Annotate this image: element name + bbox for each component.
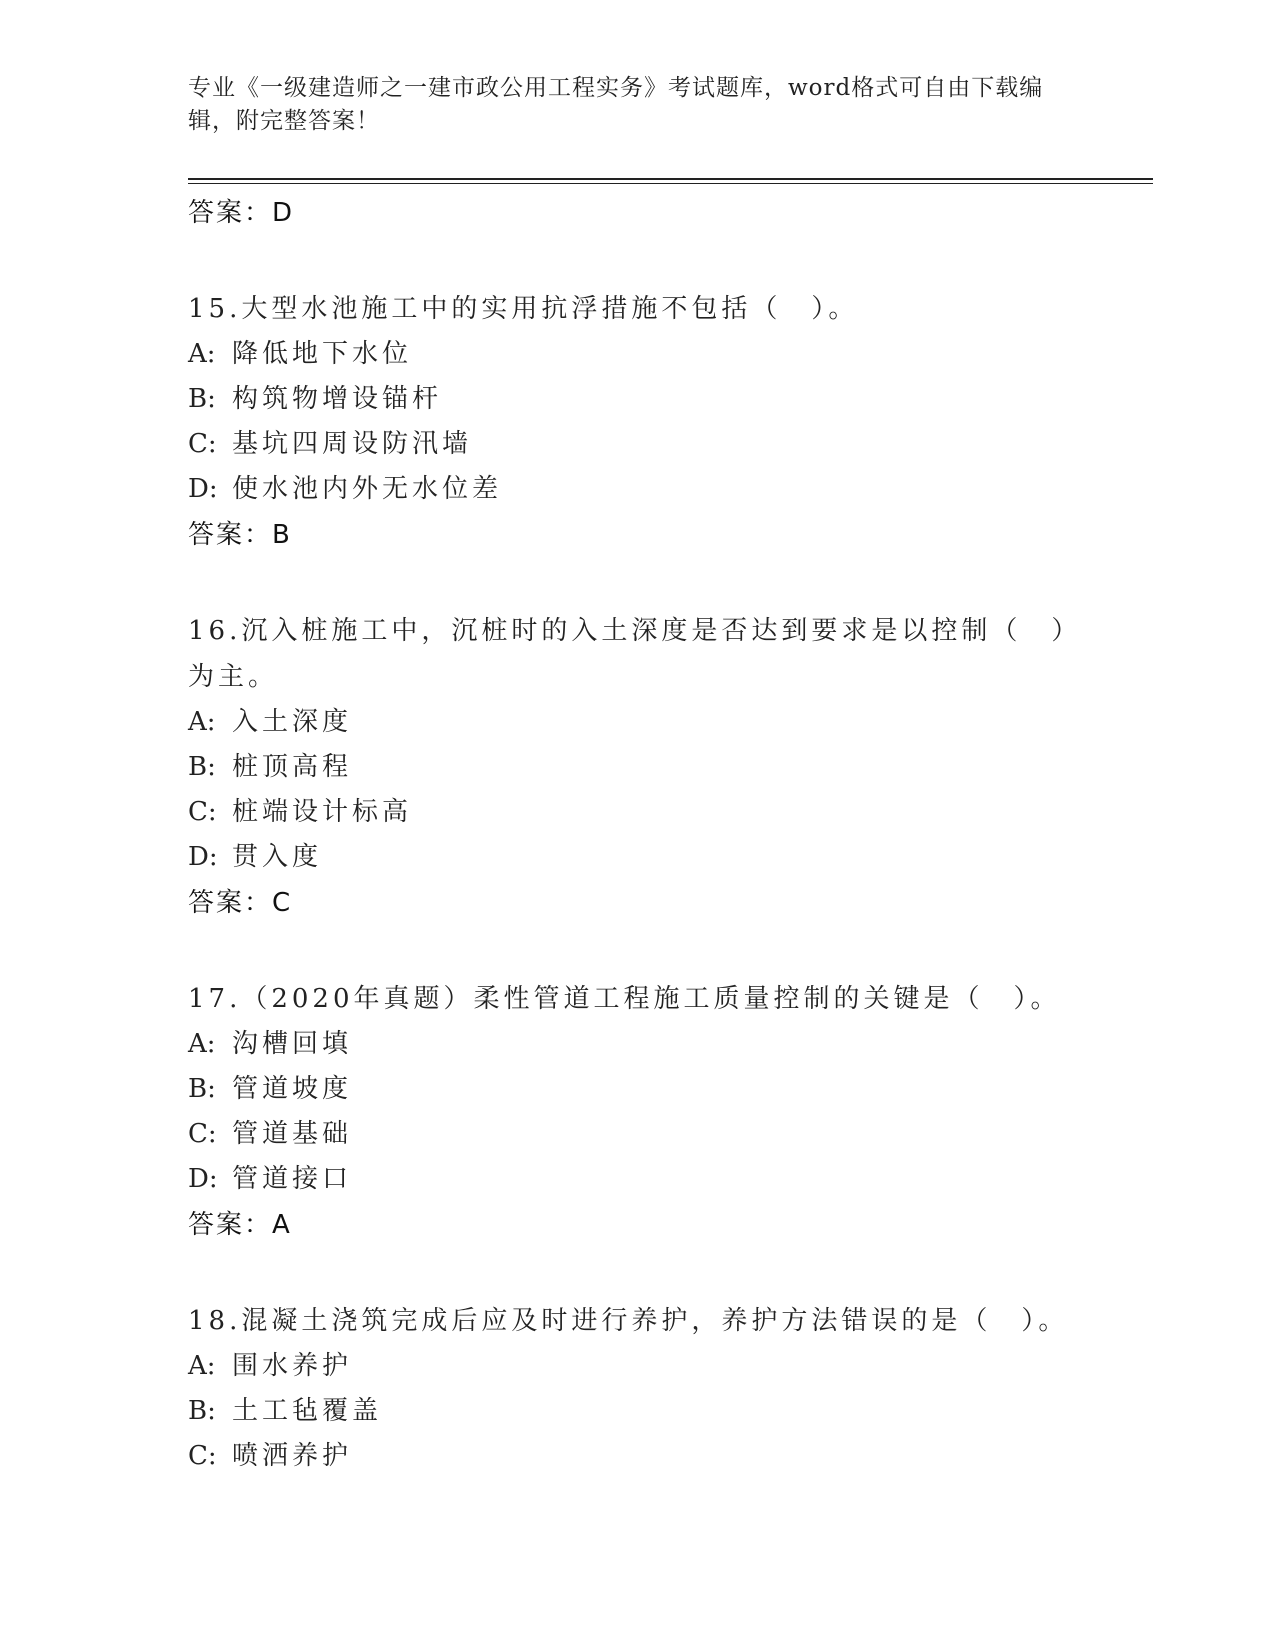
option-text: 贯入度 [232, 842, 323, 872]
option-letter: C: [188, 1441, 217, 1471]
option-text: 桩端设计标高 [232, 797, 413, 827]
answer-line [188, 1202, 1088, 1248]
option-a [188, 1022, 1088, 1067]
option-letter: C: [188, 429, 217, 459]
option-a [188, 1344, 1088, 1389]
option-letter: B: [188, 384, 216, 414]
option-c [188, 790, 1088, 835]
option-text: 桩顶高程 [232, 752, 353, 782]
option-letter: D: [188, 842, 218, 872]
question-17 [188, 976, 1088, 1248]
question-18 [188, 1298, 1088, 1479]
option-text: 降低地下水位 [232, 339, 413, 369]
answer-prefix: 答案： [188, 1210, 273, 1240]
option-c [188, 422, 1088, 467]
option-text: 使水池内外无水位差 [232, 474, 503, 504]
option-d [188, 467, 1088, 512]
option-text: 喷洒养护 [232, 1441, 353, 1471]
option-b [188, 377, 1088, 422]
option-text: 入土深度 [232, 707, 353, 737]
option-letter: B: [188, 1074, 216, 1104]
option-d [188, 835, 1088, 880]
option-a [188, 332, 1088, 377]
previous-answer [188, 190, 1088, 236]
header-rule-thick [188, 178, 1153, 180]
answer-line [188, 880, 1088, 926]
option-letter: D: [188, 1164, 218, 1194]
answer-prefix: 答案： [188, 520, 273, 550]
answer-line [188, 512, 1088, 558]
option-text: 管道基础 [232, 1119, 353, 1149]
question-list [188, 190, 1088, 1529]
option-letter: A: [188, 1351, 216, 1381]
option-text: 管道接口 [232, 1164, 353, 1194]
option-letter: A: [188, 1029, 216, 1059]
option-b [188, 1389, 1088, 1434]
page-header [188, 72, 1068, 138]
option-letter: A: [188, 339, 216, 369]
question-16 [188, 608, 1088, 926]
option-letter: D: [188, 474, 218, 504]
option-text: 沟槽回填 [232, 1029, 353, 1059]
answer-value: A [272, 1210, 292, 1240]
question-stem: 17.（2020年真题）柔性管道工程施工质量控制的关键是（ ）。 [188, 984, 1061, 1014]
header-line-1: 专业《一级建造师之一建市政公用工程实务》考试题库，word格式可自由下载编 [188, 75, 1044, 101]
option-letter: B: [188, 752, 216, 782]
option-a [188, 700, 1088, 745]
option-letter: A: [188, 707, 216, 737]
option-letter: B: [188, 1396, 216, 1426]
option-text: 土工毡覆盖 [232, 1396, 383, 1426]
option-c [188, 1434, 1088, 1479]
question-stem: 18.混凝土浇筑完成后应及时进行养护，养护方法错误的是（ ）。 [188, 1306, 1069, 1336]
answer-prefix: 答案： [188, 888, 273, 918]
answer-value: C [272, 888, 293, 918]
option-d [188, 1157, 1088, 1202]
option-text: 构筑物增设锚杆 [232, 384, 443, 414]
option-text: 围水养护 [232, 1351, 353, 1381]
answer-value: B [272, 520, 292, 550]
answer-prefix: 答案： [188, 198, 273, 228]
option-b [188, 1067, 1088, 1112]
answer-value: D [272, 198, 295, 228]
option-text: 管道坡度 [232, 1074, 353, 1104]
header-line-2: 辑，附完整答案！ [188, 108, 380, 134]
option-c [188, 1112, 1088, 1157]
question-15 [188, 286, 1088, 558]
option-letter: C: [188, 1119, 217, 1149]
header-rule-thin [188, 183, 1153, 184]
option-text: 基坑四周设防汛墙 [232, 429, 473, 459]
question-stem: 15.大型水池施工中的实用抗浮措施不包括（ ）。 [188, 294, 859, 324]
option-b [188, 745, 1088, 790]
question-stem: 16.沉入桩施工中，沉桩时的入土深度是否达到要求是以控制（ ）为主。 [188, 616, 1082, 692]
option-letter: C: [188, 797, 217, 827]
